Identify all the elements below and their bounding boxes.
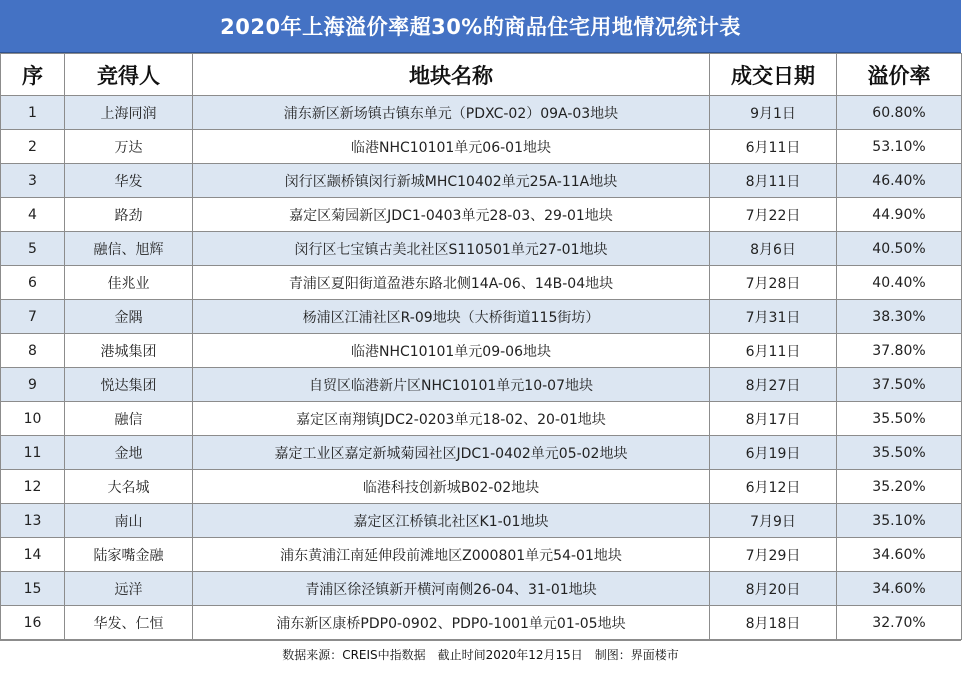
cell-premium: 46.40% — [837, 164, 962, 198]
table-row — [1, 504, 962, 538]
cell-plot: 临港NHC10101单元09-06地块 — [193, 334, 710, 368]
cell-index: 7 — [1, 300, 65, 334]
cell-index: 8 — [1, 334, 65, 368]
cell-date: 8月27日 — [710, 368, 837, 402]
cell-premium: 34.60% — [837, 572, 962, 606]
cell-plot: 嘉定工业区嘉定新城菊园社区JDC1-0402单元05-02地块 — [193, 436, 710, 470]
cell-premium: 40.40% — [837, 266, 962, 300]
cell-date: 7月28日 — [710, 266, 837, 300]
header-plot: 地块名称 — [193, 54, 710, 96]
table-body — [1, 96, 962, 640]
cell-date: 8月11日 — [710, 164, 837, 198]
cell-date: 8月20日 — [710, 572, 837, 606]
header-winner: 竞得人 — [65, 54, 193, 96]
cell-winner: 华发、仁恒 — [65, 606, 193, 640]
table-row — [1, 606, 962, 640]
cell-index: 4 — [1, 198, 65, 232]
cell-premium: 35.50% — [837, 402, 962, 436]
table-row — [1, 164, 962, 198]
cell-index: 2 — [1, 130, 65, 164]
cell-date: 7月29日 — [710, 538, 837, 572]
table-row — [1, 572, 962, 606]
cell-index: 13 — [1, 504, 65, 538]
header-index: 序 — [1, 54, 65, 96]
cell-premium: 35.50% — [837, 436, 962, 470]
table-row — [1, 266, 962, 300]
table-row — [1, 232, 962, 266]
cell-plot: 临港科技创新城B02-02地块 — [193, 470, 710, 504]
cell-date: 7月31日 — [710, 300, 837, 334]
cell-date: 6月19日 — [710, 436, 837, 470]
cell-premium: 38.30% — [837, 300, 962, 334]
table-row — [1, 96, 962, 130]
cell-index: 10 — [1, 402, 65, 436]
cell-premium: 37.50% — [837, 368, 962, 402]
cell-plot: 浦东黄浦江南延伸段前滩地区Z000801单元54-01地块 — [193, 538, 710, 572]
table-row — [1, 436, 962, 470]
cell-winner: 路劲 — [65, 198, 193, 232]
cell-winner: 金地 — [65, 436, 193, 470]
cell-date: 6月11日 — [710, 130, 837, 164]
cell-winner: 融信 — [65, 402, 193, 436]
cell-index: 5 — [1, 232, 65, 266]
cell-winner: 港城集团 — [65, 334, 193, 368]
cell-plot: 青浦区徐泾镇新开横河南侧26-04、31-01地块 — [193, 572, 710, 606]
cell-index: 11 — [1, 436, 65, 470]
cell-index: 15 — [1, 572, 65, 606]
cell-date: 8月6日 — [710, 232, 837, 266]
table-row — [1, 368, 962, 402]
cell-winner: 金隅 — [65, 300, 193, 334]
cell-plot: 闵行区颛桥镇闵行新城MHC10402单元25A-11A地块 — [193, 164, 710, 198]
cell-date: 9月1日 — [710, 96, 837, 130]
cell-winner: 陆家嘴金融 — [65, 538, 193, 572]
cell-plot: 嘉定区南翔镇JDC2-0203单元18-02、20-01地块 — [193, 402, 710, 436]
cell-winner: 万达 — [65, 130, 193, 164]
cell-winner: 南山 — [65, 504, 193, 538]
cell-winner: 上海同润 — [65, 96, 193, 130]
cell-premium: 32.70% — [837, 606, 962, 640]
header-premium: 溢价率 — [837, 54, 962, 96]
cell-winner: 远洋 — [65, 572, 193, 606]
cell-index: 12 — [1, 470, 65, 504]
table-row — [1, 198, 962, 232]
cell-index: 1 — [1, 96, 65, 130]
table-title: 2020年上海溢价率超30%的商品住宅用地情况统计表 — [0, 0, 961, 53]
cell-premium: 35.20% — [837, 470, 962, 504]
cell-index: 6 — [1, 266, 65, 300]
cell-plot: 杨浦区江浦社区R-09地块（大桥街道115街坊） — [193, 300, 710, 334]
cell-date: 6月11日 — [710, 334, 837, 368]
source-note: 数据来源：CREIS中指数据 截止时间2020年12月15日 制图：界面楼市 — [0, 640, 961, 667]
cell-winner: 佳兆业 — [65, 266, 193, 300]
land-sales-table — [0, 53, 962, 640]
cell-plot: 闵行区七宝镇古美北社区S110501单元27-01地块 — [193, 232, 710, 266]
cell-date: 6月12日 — [710, 470, 837, 504]
cell-index: 14 — [1, 538, 65, 572]
cell-premium: 44.90% — [837, 198, 962, 232]
cell-plot: 浦东新区新场镇古镇东单元（PDXC-02）09A-03地块 — [193, 96, 710, 130]
cell-winner: 悦达集团 — [65, 368, 193, 402]
table-row — [1, 470, 962, 504]
cell-index: 16 — [1, 606, 65, 640]
header-row — [1, 54, 962, 96]
cell-date: 8月18日 — [710, 606, 837, 640]
cell-plot: 自贸区临港新片区NHC10101单元10-07地块 — [193, 368, 710, 402]
table-row — [1, 538, 962, 572]
table-row — [1, 334, 962, 368]
cell-date: 8月17日 — [710, 402, 837, 436]
cell-winner: 华发 — [65, 164, 193, 198]
cell-date: 7月22日 — [710, 198, 837, 232]
table-row — [1, 300, 962, 334]
cell-plot: 嘉定区菊园新区JDC1-0403单元28-03、29-01地块 — [193, 198, 710, 232]
cell-plot: 青浦区夏阳街道盈港东路北侧14A-06、14B-04地块 — [193, 266, 710, 300]
table-row — [1, 130, 962, 164]
cell-index: 9 — [1, 368, 65, 402]
cell-premium: 34.60% — [837, 538, 962, 572]
cell-premium: 35.10% — [837, 504, 962, 538]
cell-plot: 嘉定区江桥镇北社区K1-01地块 — [193, 504, 710, 538]
cell-plot: 浦东新区康桥PDP0-0902、PDP0-1001单元01-05地块 — [193, 606, 710, 640]
cell-index: 3 — [1, 164, 65, 198]
cell-premium: 53.10% — [837, 130, 962, 164]
cell-premium: 40.50% — [837, 232, 962, 266]
cell-date: 7月9日 — [710, 504, 837, 538]
cell-plot: 临港NHC10101单元06-01地块 — [193, 130, 710, 164]
header-date: 成交日期 — [710, 54, 837, 96]
cell-winner: 大名城 — [65, 470, 193, 504]
cell-winner: 融信、旭辉 — [65, 232, 193, 266]
table-row — [1, 402, 962, 436]
cell-premium: 37.80% — [837, 334, 962, 368]
cell-premium: 60.80% — [837, 96, 962, 130]
